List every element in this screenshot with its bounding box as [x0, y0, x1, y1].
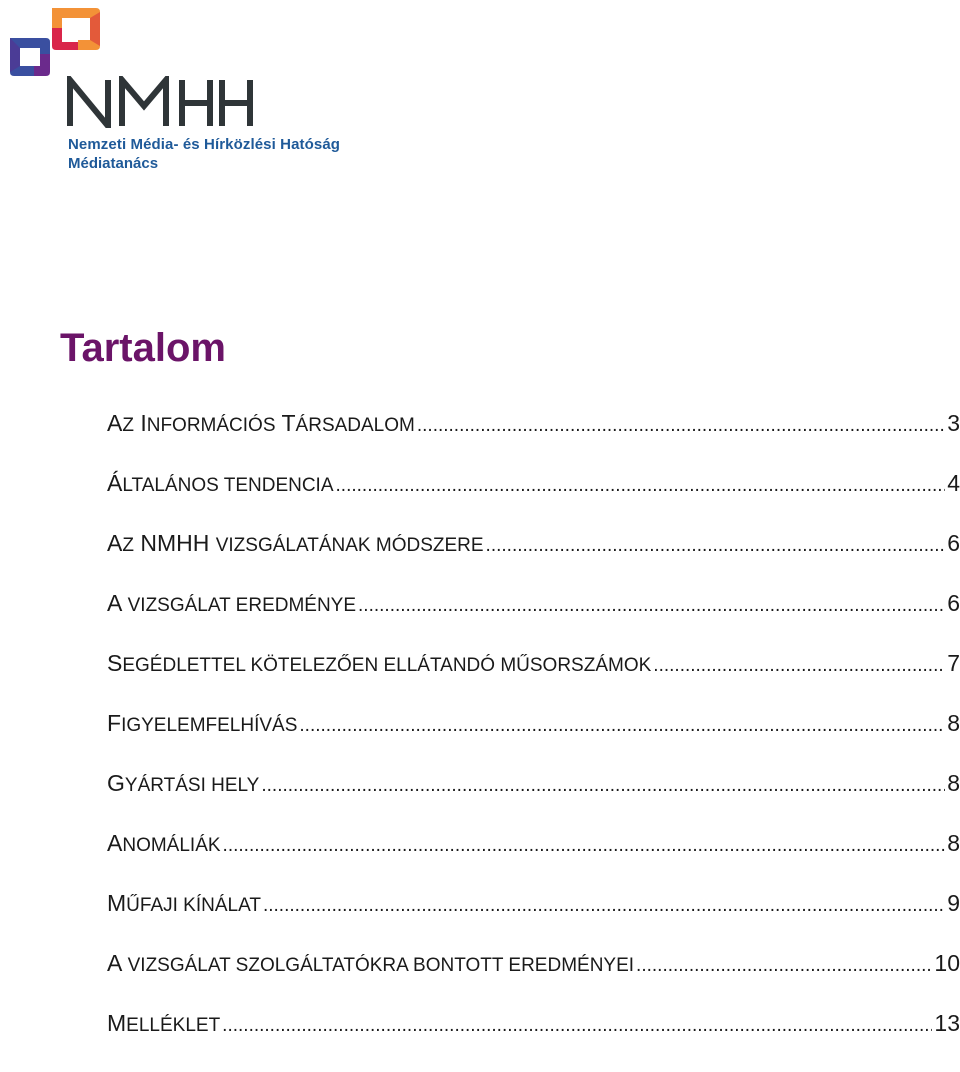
- toc-entry-page: 13: [934, 1010, 960, 1036]
- toc-leader: [486, 536, 946, 555]
- toc-entry[interactable]: [107, 892, 960, 952]
- toc-entry[interactable]: [107, 472, 960, 532]
- toc-entry[interactable]: [107, 772, 960, 832]
- toc-entry-page: 6: [947, 530, 960, 556]
- toc-entry-label: AZ NMHH VIZSGÁLATÁNAK MÓDSZERE: [107, 530, 484, 556]
- toc-leader: [261, 776, 945, 795]
- toc-entry[interactable]: [107, 1012, 960, 1072]
- toc-entry-page: 4: [947, 470, 960, 496]
- org-subtitle: Médiatanács: [68, 155, 159, 172]
- toc-entry-page: 6: [947, 590, 960, 616]
- org-name: Nemzeti Média- és Hírközlési Hatóság: [68, 136, 341, 153]
- toc-entry-label: GYÁRTÁSI HELY: [107, 770, 260, 796]
- toc-entry-page: 10: [934, 950, 960, 976]
- toc-leader: [636, 956, 932, 975]
- toc-entry-label: SEGÉDLETTEL KÖTELEZŐEN ELLÁTANDÓ MŰSORSZÁMOK: [107, 650, 652, 676]
- toc-entry-label: MŰFAJI KÍNÁLAT: [107, 890, 261, 916]
- toc-entry[interactable]: [107, 712, 960, 772]
- toc-entry[interactable]: [107, 652, 960, 712]
- toc-leader: [417, 416, 945, 435]
- toc-leader: [336, 476, 946, 495]
- toc-entry-label: ÁLTALÁNOS TENDENCIA: [107, 470, 334, 496]
- toc-leader: [223, 836, 946, 855]
- toc-entry[interactable]: [107, 532, 960, 592]
- toc-entry-page: 8: [947, 770, 960, 796]
- toc-entry-page: 8: [947, 830, 960, 856]
- toc-entry-page: 9: [947, 890, 960, 916]
- nmhh-wordmark: [66, 76, 256, 128]
- toc-entry-label: MELLÉKLET: [107, 1010, 221, 1036]
- toc-entry-label: ANOMÁLIÁK: [107, 830, 221, 856]
- toc-entry-label: FIGYELEMFELHÍVÁS: [107, 710, 298, 736]
- toc-entry[interactable]: [107, 592, 960, 652]
- toc-entry-page: 8: [947, 710, 960, 736]
- logo-text: NMHH: [66, 76, 69, 77]
- toc-leader: [263, 896, 945, 915]
- toc-entry-label: A VIZSGÁLAT SZOLGÁLTATÓKRA BONTOTT EREDMÉNYEI: [107, 950, 635, 976]
- toc-leader: [653, 656, 945, 675]
- toc-entry[interactable]: [107, 412, 960, 472]
- toc-entry-label: A VIZSGÁLAT EREDMÉNYE: [107, 590, 357, 616]
- toc-title: Tartalom: [60, 326, 226, 370]
- toc-leader: [299, 716, 945, 735]
- toc-entry-page: 7: [947, 650, 960, 676]
- toc-entry[interactable]: [107, 832, 960, 892]
- nmhh-logo-mark: [4, 2, 104, 80]
- toc-entry-label: AZ INFORMÁCIÓS TÁRSADALOM: [107, 410, 415, 436]
- toc-entry[interactable]: [107, 952, 960, 1012]
- toc-leader: [222, 1016, 932, 1035]
- table-of-contents: [107, 412, 960, 1072]
- toc-entry-page: 3: [947, 410, 960, 436]
- toc-leader: [358, 596, 945, 615]
